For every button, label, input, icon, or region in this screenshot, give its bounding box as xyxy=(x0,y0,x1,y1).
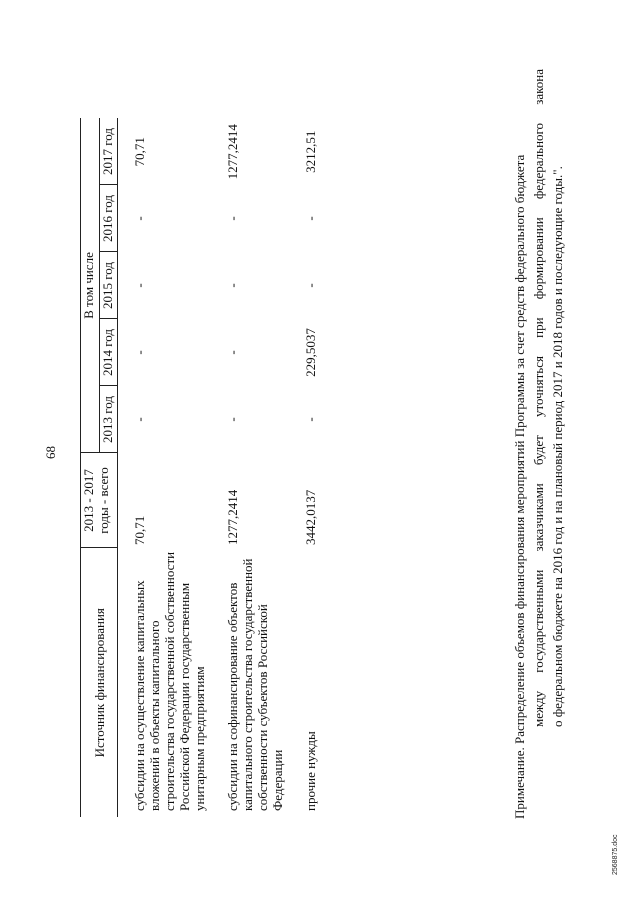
note-line2: между государственными заказчиками будет уточняться при формировании федерального закона xyxy=(531,69,546,727)
row-value: 70,71 xyxy=(132,137,147,167)
row-value: - xyxy=(303,417,318,422)
header-year: 2017 год xyxy=(99,119,118,186)
table-row xyxy=(285,119,318,818)
header-year: 2014 год xyxy=(99,319,118,386)
row-total: 3442,0137 xyxy=(303,489,318,545)
header-year: 2016 год xyxy=(99,185,118,252)
row-source: прочие нужды xyxy=(303,731,318,811)
table-row xyxy=(207,119,285,818)
row-source: субсидии на софинансирование объектов капитального строительства государственной собственности субъектов Российской Федерации xyxy=(225,558,285,811)
note-line1: Примечание. Распределение объемов финансирования мероприятий Программы за счет средств федерального бюджета xyxy=(512,154,527,819)
header-total-line1: 2013 - 2017 xyxy=(81,469,96,532)
page-number: 68 xyxy=(43,446,58,459)
row-value: - xyxy=(132,417,147,422)
row-value: - xyxy=(225,283,240,288)
row-value: - xyxy=(132,350,147,355)
header-year: 2015 год xyxy=(99,252,118,319)
row-total: 1277,2414 xyxy=(225,489,240,545)
row-value: - xyxy=(225,216,240,221)
financing-table xyxy=(80,119,318,818)
row-value: 229,5037 xyxy=(303,328,318,377)
row-value: - xyxy=(303,216,318,221)
row-value: - xyxy=(132,283,147,288)
row-value: - xyxy=(303,283,318,288)
row-value: - xyxy=(225,350,240,355)
row-value: 1277,2414 xyxy=(225,124,240,180)
table-row xyxy=(118,119,208,818)
header-total xyxy=(81,453,118,548)
header-group: В том числе xyxy=(81,119,100,454)
row-value: - xyxy=(225,417,240,422)
note-line3: о федеральном бюджете на 2016 год и на плановый период 2017 и 2018 годов и последующие годы.". xyxy=(550,166,565,727)
header-source: Источник финансирования xyxy=(81,548,118,817)
row-source: субсидии на осуществление капитальных вложений в объекты капитального строительства государственной собственности Российской Федерации государственным унитарным предприятиям xyxy=(132,551,207,811)
header-year: 2013 год xyxy=(99,386,118,453)
row-value: - xyxy=(132,216,147,221)
row-total: 70,71 xyxy=(132,515,147,545)
row-value: 3212,51 xyxy=(303,130,318,173)
header-total-line2: годы - всего xyxy=(96,467,111,534)
document-id: 2568875.doc xyxy=(612,834,619,875)
